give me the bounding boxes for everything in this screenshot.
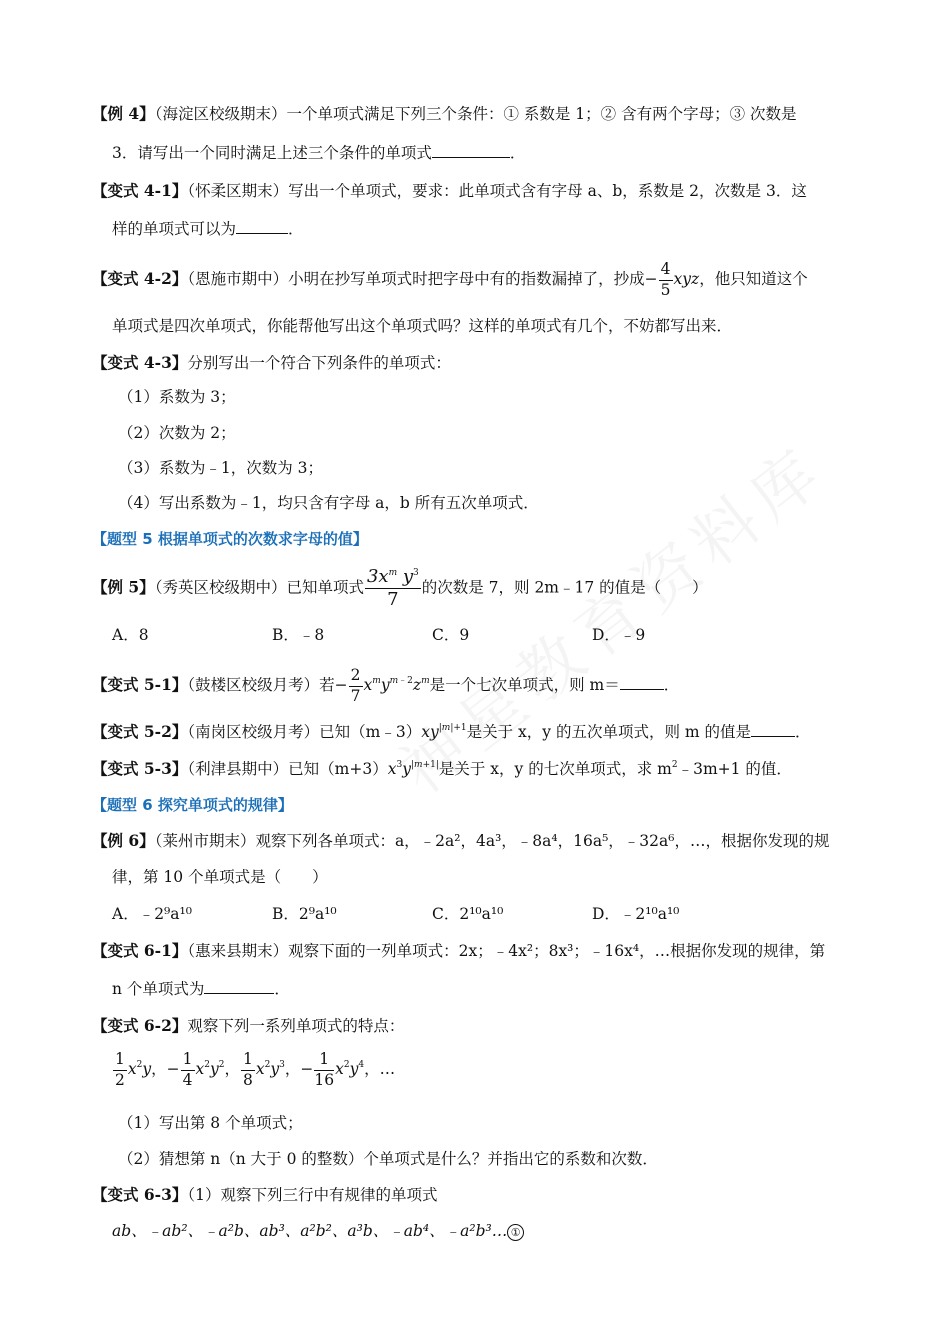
- example-5-options: [112, 624, 860, 646]
- answer-blank[interactable]: [620, 675, 664, 690]
- circled-number: ①: [507, 1224, 524, 1241]
- variant-4-1-line-2: 样的单项式可以为 ．: [112, 220, 304, 238]
- list-item: （4）写出系数为﹣1，均只含有字母 a，b 所有五次单项式．: [118, 494, 539, 512]
- example-6-line-2: 律，第 10 个单项式是（ ）: [112, 868, 328, 886]
- list-item: （1）系数为 3；: [118, 388, 236, 406]
- example-6-options: [112, 903, 860, 925]
- variant-6-2-intro: 【变式 6-2】观察下列一系列单项式的特点：: [92, 1016, 405, 1035]
- option-a[interactable]: A．8: [112, 626, 149, 644]
- list-item: （3）系数为﹣1，次数为 3；: [118, 459, 324, 477]
- option-b[interactable]: B．﹣8: [272, 626, 325, 644]
- fraction: $\frac{3x^m y^3}{7}$: [366, 566, 419, 610]
- answer-blank[interactable]: [432, 143, 510, 158]
- variant-5-1-line: 【变式 5-1】（鼓楼区校级月考）若− $\frac{2}{7}$ $x^my^{m﹣2}z^m$是一个七次单项式，则 m＝ ．: [92, 666, 680, 705]
- option-d[interactable]: D．﹣9: [592, 626, 646, 644]
- variant-5-2-line: 【变式 5-2】（南岗区校级月考）已知$(m﹣3)xy^{|m|+1}$是关于 x，y 的五次单项式，则 m 的值是 ．: [92, 722, 811, 741]
- option-b[interactable]: B．2⁹a¹⁰: [272, 905, 337, 923]
- option-c[interactable]: C．9: [432, 626, 470, 644]
- variant-4-3-intro: 【变式 4-3】分别写出一个符合下列条件的单项式：: [92, 353, 451, 372]
- variant-4-2-line-1: 【变式 4-2】（恩施市期中）小明在抄写单项式时把字母中有的指数漏掉了，抄成− $\frac{4}{5}$ xyz，他只知道这个: [92, 260, 808, 299]
- variant-6-1-line-1: 【变式 6-1】（惠来县期末）观察下面的一列单项式：2x；﹣4x²；8x³；﹣16x⁴，…根据你发现的规律，第: [92, 941, 826, 960]
- variant-6-3-intro: 【变式 6-3】（1）观察下列三行中有规律的单项式: [92, 1185, 438, 1204]
- variant-6-3-row-1: ab、﹣ab²、﹣a²b、ab³、a²b²、a³b、﹣ab⁴、﹣a²b³… ①: [112, 1220, 860, 1242]
- option-d[interactable]: D．﹣2¹⁰a¹⁰: [592, 905, 680, 923]
- variant-6-2-sequence: $\frac{1}{2}$ $x^2y$，− $\frac{1}{4}$ $x^2y^2$， $\frac{1}{8}$ $x^2y^3$，− $\frac{1}{16}$ $x^2y^4$，…: [115, 1050, 396, 1089]
- example-4-line-2: 3．请写出一个同时满足上述三个条件的单项式 ．: [112, 144, 526, 162]
- answer-blank[interactable]: [236, 219, 288, 234]
- answer-blank[interactable]: [751, 722, 795, 737]
- answer-blank[interactable]: [204, 979, 274, 994]
- example-5-line: 【例 5】（秀英区校级期中）已知单项式 $\frac{3x^m y^3}{7}$ 的次数是 7，则 2m﹣17 的值是（ ）: [92, 566, 708, 610]
- fraction: $\frac{1}{2}$: [115, 1050, 125, 1089]
- variant-4-2-line-2: 单项式是四次单项式，你能帮他写出这个单项式吗？这样的单项式有几个，不妨都写出来．: [112, 317, 733, 335]
- fraction: $\frac{4}{5}$: [660, 260, 671, 299]
- list-item: （1）写出第 8 个单项式；: [118, 1114, 303, 1132]
- example-6-line-1: 【例 6】（莱州市期末）观察下列各单项式：a，﹣2a²，4a³，﹣8a⁴，16a⁵，﹣32a⁶，…，根据你发现的规: [92, 831, 830, 850]
- fraction: $\frac{1}{4}$: [182, 1050, 193, 1089]
- fraction: $\frac{1}{8}$: [243, 1050, 253, 1089]
- variant-5-3-line: 【变式 5-3】（利津县期中）已知$(m+3)x^3y^{|m+1|}$是关于 x，y 的七次单项式，求 $m^2﹣3m+1$ 的值．: [92, 759, 792, 778]
- option-a[interactable]: A．﹣2⁹a¹⁰: [112, 905, 192, 923]
- option-c[interactable]: C．2¹⁰a¹⁰: [432, 905, 504, 923]
- section-heading-6: 【题型 6 探究单项式的规律】: [92, 796, 293, 814]
- section-heading-5: 【题型 5 根据单项式的次数求字母的值】: [92, 530, 368, 548]
- variant-6-1-line-2: n 个单项式为 ．: [112, 980, 290, 998]
- fraction: $\frac{1}{16}$: [314, 1050, 335, 1089]
- example-4-line-1: 【例 4】（海淀区校级期末）一个单项式满足下列三个条件：① 系数是 1；② 含有两个字母；③ 次数是: [92, 104, 797, 123]
- list-item: （2）次数为 2；: [118, 424, 236, 442]
- list-item: （2）猜想第 n（n 大于 0 的整数）个单项式是什么？并指出它的系数和次数．: [118, 1150, 658, 1168]
- variant-4-1-line-1: 【变式 4-1】（怀柔区期末）写出一个单项式，要求：此单项式含有字母 a、b，系数是 2，次数是 3．这: [92, 181, 807, 200]
- fraction: $\frac{2}{7}$: [350, 666, 361, 705]
